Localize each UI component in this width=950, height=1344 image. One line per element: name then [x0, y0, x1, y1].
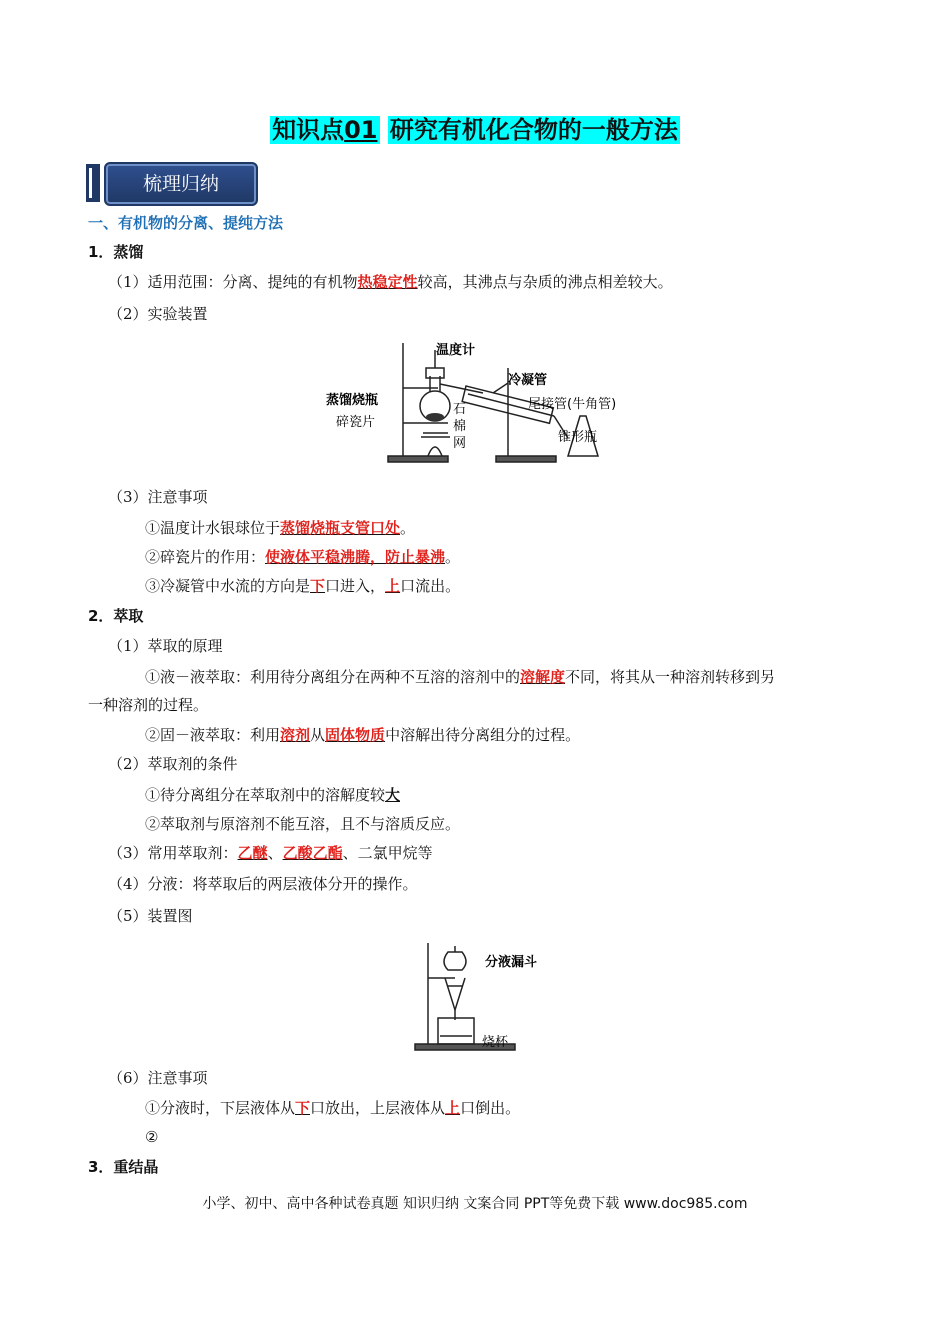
separatory-funnel-figure: [410, 938, 560, 1056]
text: 口进入，: [325, 577, 386, 595]
label-chips: 碎瓷片: [336, 415, 376, 430]
answer: 溶解度: [520, 668, 566, 686]
label-thermometer: 温度计: [436, 343, 476, 358]
text: 、二氯甲烷等: [342, 844, 433, 862]
text: （1）适用范围：分离、提纯的有机物: [108, 273, 358, 291]
title-number: 01: [344, 116, 378, 144]
recrystallization-heading: 3．重结晶: [88, 1158, 159, 1176]
text: 。: [445, 548, 461, 566]
text: 从: [310, 726, 326, 744]
label-asbestos-3: 网: [453, 436, 467, 451]
answer: 蒸馏烧瓶支管口处: [280, 519, 401, 537]
extraction-principle-label: （1）萃取的原理: [108, 637, 223, 655]
answer: 上: [445, 1099, 461, 1117]
distillation-notes-label: （3）注意事项: [108, 488, 208, 506]
text: 口放出，上层液体从: [310, 1099, 446, 1117]
label-conical-flask: 锥形瓶: [558, 430, 598, 445]
separation-definition: （4）分液：将萃取后的两层液体分开的操作。: [108, 875, 418, 893]
label-asbestos-1: 石: [453, 402, 467, 417]
text: 、: [267, 844, 283, 862]
label-flask: 蒸馏烧瓶: [326, 393, 379, 408]
text: 。: [400, 519, 416, 537]
extractant-conditions-label: （2）萃取剂的条件: [108, 755, 238, 773]
label-asbestos-2: 棉: [453, 419, 467, 434]
text: 口倒出。: [460, 1099, 521, 1117]
separation-apparatus-label: （5）装置图: [108, 907, 193, 925]
answer: 乙酸乙酯: [282, 844, 343, 862]
text: 中溶解出待分离组分的过程。: [385, 726, 581, 744]
answer: 固体物质: [325, 726, 386, 744]
answer: 使液体平稳沸腾，防止暴沸: [265, 548, 446, 566]
text: 不同，将其从一种溶剂转移到另: [565, 668, 776, 686]
label-condenser: 冷凝管: [508, 373, 548, 388]
separation-note-2: ②: [145, 1128, 159, 1146]
text: 口流出。: [400, 577, 461, 595]
page-footer: 小学、初中、高中各种试卷真题 知识归纳 文案合同 PPT等免费下载 www.doc985.com: [202, 1196, 748, 1212]
separation-note-1: [145, 1097, 520, 1119]
extraction-heading: 2．萃取: [88, 607, 144, 625]
text: ②碎瓷片的作用：: [145, 548, 266, 566]
answer: 热稳定性: [357, 273, 418, 291]
text: ①分液时，下层液体从: [145, 1099, 296, 1117]
condition-2: ②萃取剂与原溶剂不能互溶，且不与溶质反应。: [145, 815, 461, 833]
answer: 乙醚: [237, 844, 268, 862]
text: 较高，其沸点与杂质的沸点相差较大。: [417, 273, 673, 291]
answer: 下: [295, 1099, 311, 1117]
answer: 大: [385, 786, 401, 804]
solid-liquid: [145, 724, 580, 746]
condition-1: [145, 784, 400, 806]
page-title: [0, 113, 950, 147]
text: ③冷凝管中水流的方向是: [145, 577, 311, 595]
distillation-scope: [108, 271, 673, 293]
distillation-apparatus-figure: [318, 338, 658, 468]
note-chips: [145, 546, 460, 568]
text: ①温度计水银球位于: [145, 519, 281, 537]
distillation-heading: 1．蒸馏: [88, 243, 144, 261]
label-funnel: 分液漏斗: [485, 955, 538, 970]
liquid-liquid-line1: [145, 666, 775, 688]
title-rest: 研究有机化合物的一般方法: [389, 116, 678, 144]
badge-bar-icon: [86, 164, 100, 202]
text: ①待分离组分在萃取剂中的溶解度较: [145, 786, 386, 804]
separation-notes-label: （6）注意事项: [108, 1069, 208, 1087]
note-condenser: [145, 575, 460, 597]
section-heading: 一、有机物的分离、提纯方法: [88, 214, 284, 232]
text: ②固－液萃取：利用: [145, 726, 281, 744]
distillation-apparatus-label: （2）实验装置: [108, 305, 208, 323]
answer: 上: [385, 577, 401, 595]
badge-label: 梳理归纳: [104, 162, 258, 206]
text: ①液－液萃取：利用待分离组分在两种不互溶的溶剂中的: [145, 668, 521, 686]
answer: 下: [310, 577, 326, 595]
note-thermometer: [145, 517, 415, 539]
answer: 溶剂: [280, 726, 311, 744]
liquid-liquid-line2: 一种溶剂的过程。: [88, 696, 209, 714]
common-extractants: [108, 842, 433, 864]
label-adapter: 尾接管(牛角管): [528, 397, 617, 412]
title-prefix: 知识点: [272, 116, 345, 144]
label-beaker: 烧杯: [482, 1035, 509, 1050]
text: （3）常用萃取剂：: [108, 844, 238, 862]
